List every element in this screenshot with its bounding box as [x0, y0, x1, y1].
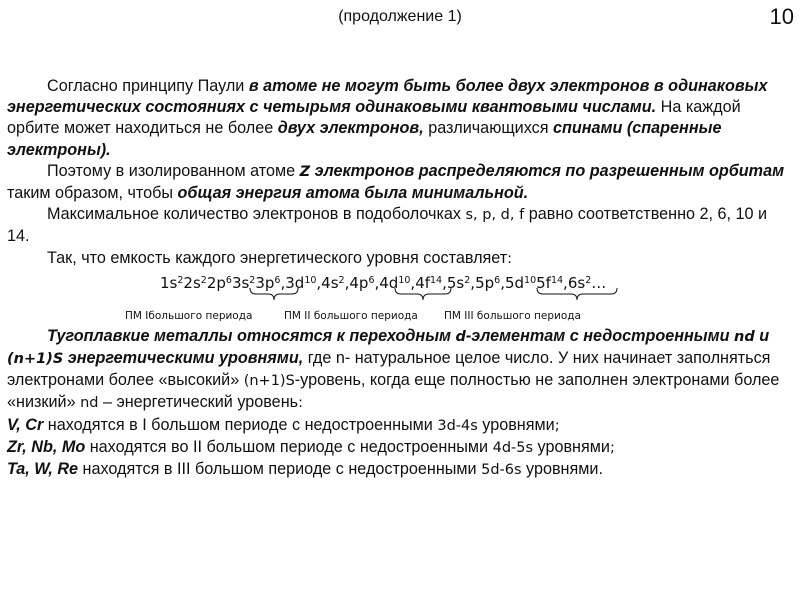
energy-levels: 5d-6s [481, 462, 522, 479]
formula-text: 3s [231, 273, 250, 292]
emphasis-span: Тугоплавкие металлы относятся к переходным [47, 326, 456, 345]
text-span: – энергетический уровень [98, 393, 299, 412]
text-span: Так, что емкость каждого энергетического уровня составляет [47, 248, 508, 267]
formula-text: ,5s [442, 273, 465, 292]
formula-superscript: 2 [338, 274, 345, 286]
formula-text: ,4f [410, 273, 431, 292]
slide-title: (продолжение 1) [338, 8, 462, 25]
subshell-letters: s, p, d, f [465, 207, 525, 224]
emphasis-span: -элементам с недостроенными [465, 326, 734, 345]
emphasis-span: спинами (спаренные электроны). [7, 119, 722, 159]
brace-period-1 [250, 288, 298, 300]
formula-superscript: 2 [177, 274, 184, 286]
period-label-3: ПМ III большого периода [444, 309, 581, 322]
text-span: Поэтому в изолированном атоме [47, 161, 300, 180]
slide-body [7, 76, 793, 481]
formula-text: ,6s [563, 273, 586, 292]
text-span: находятся в I большом периоде с недостроенными [43, 415, 438, 434]
text-span: : [507, 250, 513, 267]
formula-superscript: 2 [249, 274, 256, 286]
metal-line-3 [7, 459, 793, 481]
text-span: таким образом, чтобы [7, 184, 178, 203]
text-span: . [598, 460, 603, 479]
pauli-paragraph [7, 76, 793, 161]
text-span: уровнями [477, 415, 555, 434]
formula-text: 5f [536, 273, 551, 292]
text-span: : [298, 395, 303, 412]
formula-text: ,4s [316, 273, 339, 292]
text-span: Согласно принципу Паули [47, 77, 249, 95]
formula-superscript: 6 [274, 274, 281, 286]
emphasis-span: энергетическими уровнями, [63, 349, 304, 368]
emphasis-span: электронов распределяются по разрешенным орбитам [310, 161, 785, 180]
emphasis-span: и [754, 326, 770, 345]
formula-text: 2s [183, 273, 201, 292]
formula-text: … [591, 273, 607, 292]
formula-superscript: 14 [550, 274, 564, 286]
text-span: находятся в III большом периоде с недостроенными [78, 460, 482, 479]
metal-symbols: Zr, Nb, Mo [7, 437, 86, 456]
period-label-2: ПМ II большого периода [284, 309, 418, 322]
capacity-paragraph [7, 248, 793, 270]
formula-text: ,5p [470, 273, 495, 292]
formula-text: 3p [255, 273, 275, 292]
text-span: различающихся [423, 119, 553, 138]
text-span: уровнями [521, 460, 599, 479]
formula-text: 1s [160, 273, 178, 292]
formula-text: ,3d [280, 273, 305, 292]
text-span: находятся во II большом периоде с недостроенными [85, 437, 493, 456]
formula-superscript: 2 [585, 274, 592, 286]
emphasis-span: d [455, 328, 466, 345]
metal-line-1 [7, 415, 793, 437]
formula-superscript: 6 [368, 274, 375, 286]
text-span: уровнями [533, 437, 610, 456]
text-span: -уровень, когда еще полностью не заполнен электронами более «низкий» [7, 371, 780, 412]
formula-superscript: 10 [524, 274, 537, 286]
formula-superscript: 2 [464, 274, 471, 286]
distribution-paragraph [7, 161, 793, 204]
emphasis-span: двух электронов, [277, 119, 424, 138]
metal-symbols: V, Cr [7, 415, 44, 434]
energy-levels: 4d-5s [492, 439, 534, 456]
formula-superscript: 6 [225, 274, 232, 286]
page-number: 10 [769, 4, 794, 29]
text-span: На каждой орбите может находиться не более [7, 98, 741, 138]
brace-period-2 [395, 288, 451, 300]
brace-period-3 [537, 288, 617, 300]
emphasis-span: общая энергия атома была минимальной. [177, 184, 529, 203]
formula-text: ,4d [374, 273, 399, 292]
text-span: (n+1)S [243, 373, 295, 390]
text-span: nd [80, 395, 99, 412]
emphasis-span: (n+1)S [7, 351, 64, 368]
text-span: где n- натуральное целое число. У них начинает заполняться электронами более «высокий» [7, 349, 771, 390]
emphasis-span: nd [734, 328, 755, 345]
formula-text: ,5d [500, 273, 525, 292]
metal-line-2 [7, 437, 793, 459]
period-braces [7, 292, 793, 326]
text-span: ; [609, 439, 615, 456]
formula-superscript: 14 [430, 274, 443, 286]
formula-superscript: 10 [304, 274, 317, 286]
energy-levels: 3d-4s [437, 417, 478, 434]
z-symbol: Z [299, 163, 311, 180]
text-span: ; [554, 417, 560, 434]
period-label-1: ПМ Iбольшого периода [125, 309, 253, 322]
formula-text: ,4p [344, 273, 369, 292]
emphasis-span: в атоме не могут быть более двух электронов в одинаковых энергетических состояниях с четырьмя одинаковыми квантовыми числами. [7, 77, 768, 117]
formula-text: 2p [206, 273, 226, 292]
text-span: Максимальное количество электронов в подоболочках [47, 205, 466, 224]
metal-symbols: Ta, W, Re [7, 460, 79, 479]
subshell-paragraph [7, 204, 793, 247]
text-span: равно соответственно 2, 6, 10 и 14. [7, 205, 768, 246]
formula-superscript: 10 [398, 274, 411, 286]
refractory-paragraph [7, 326, 793, 415]
formula-superscript: 2 [200, 274, 207, 286]
formula-superscript: 6 [494, 274, 501, 286]
